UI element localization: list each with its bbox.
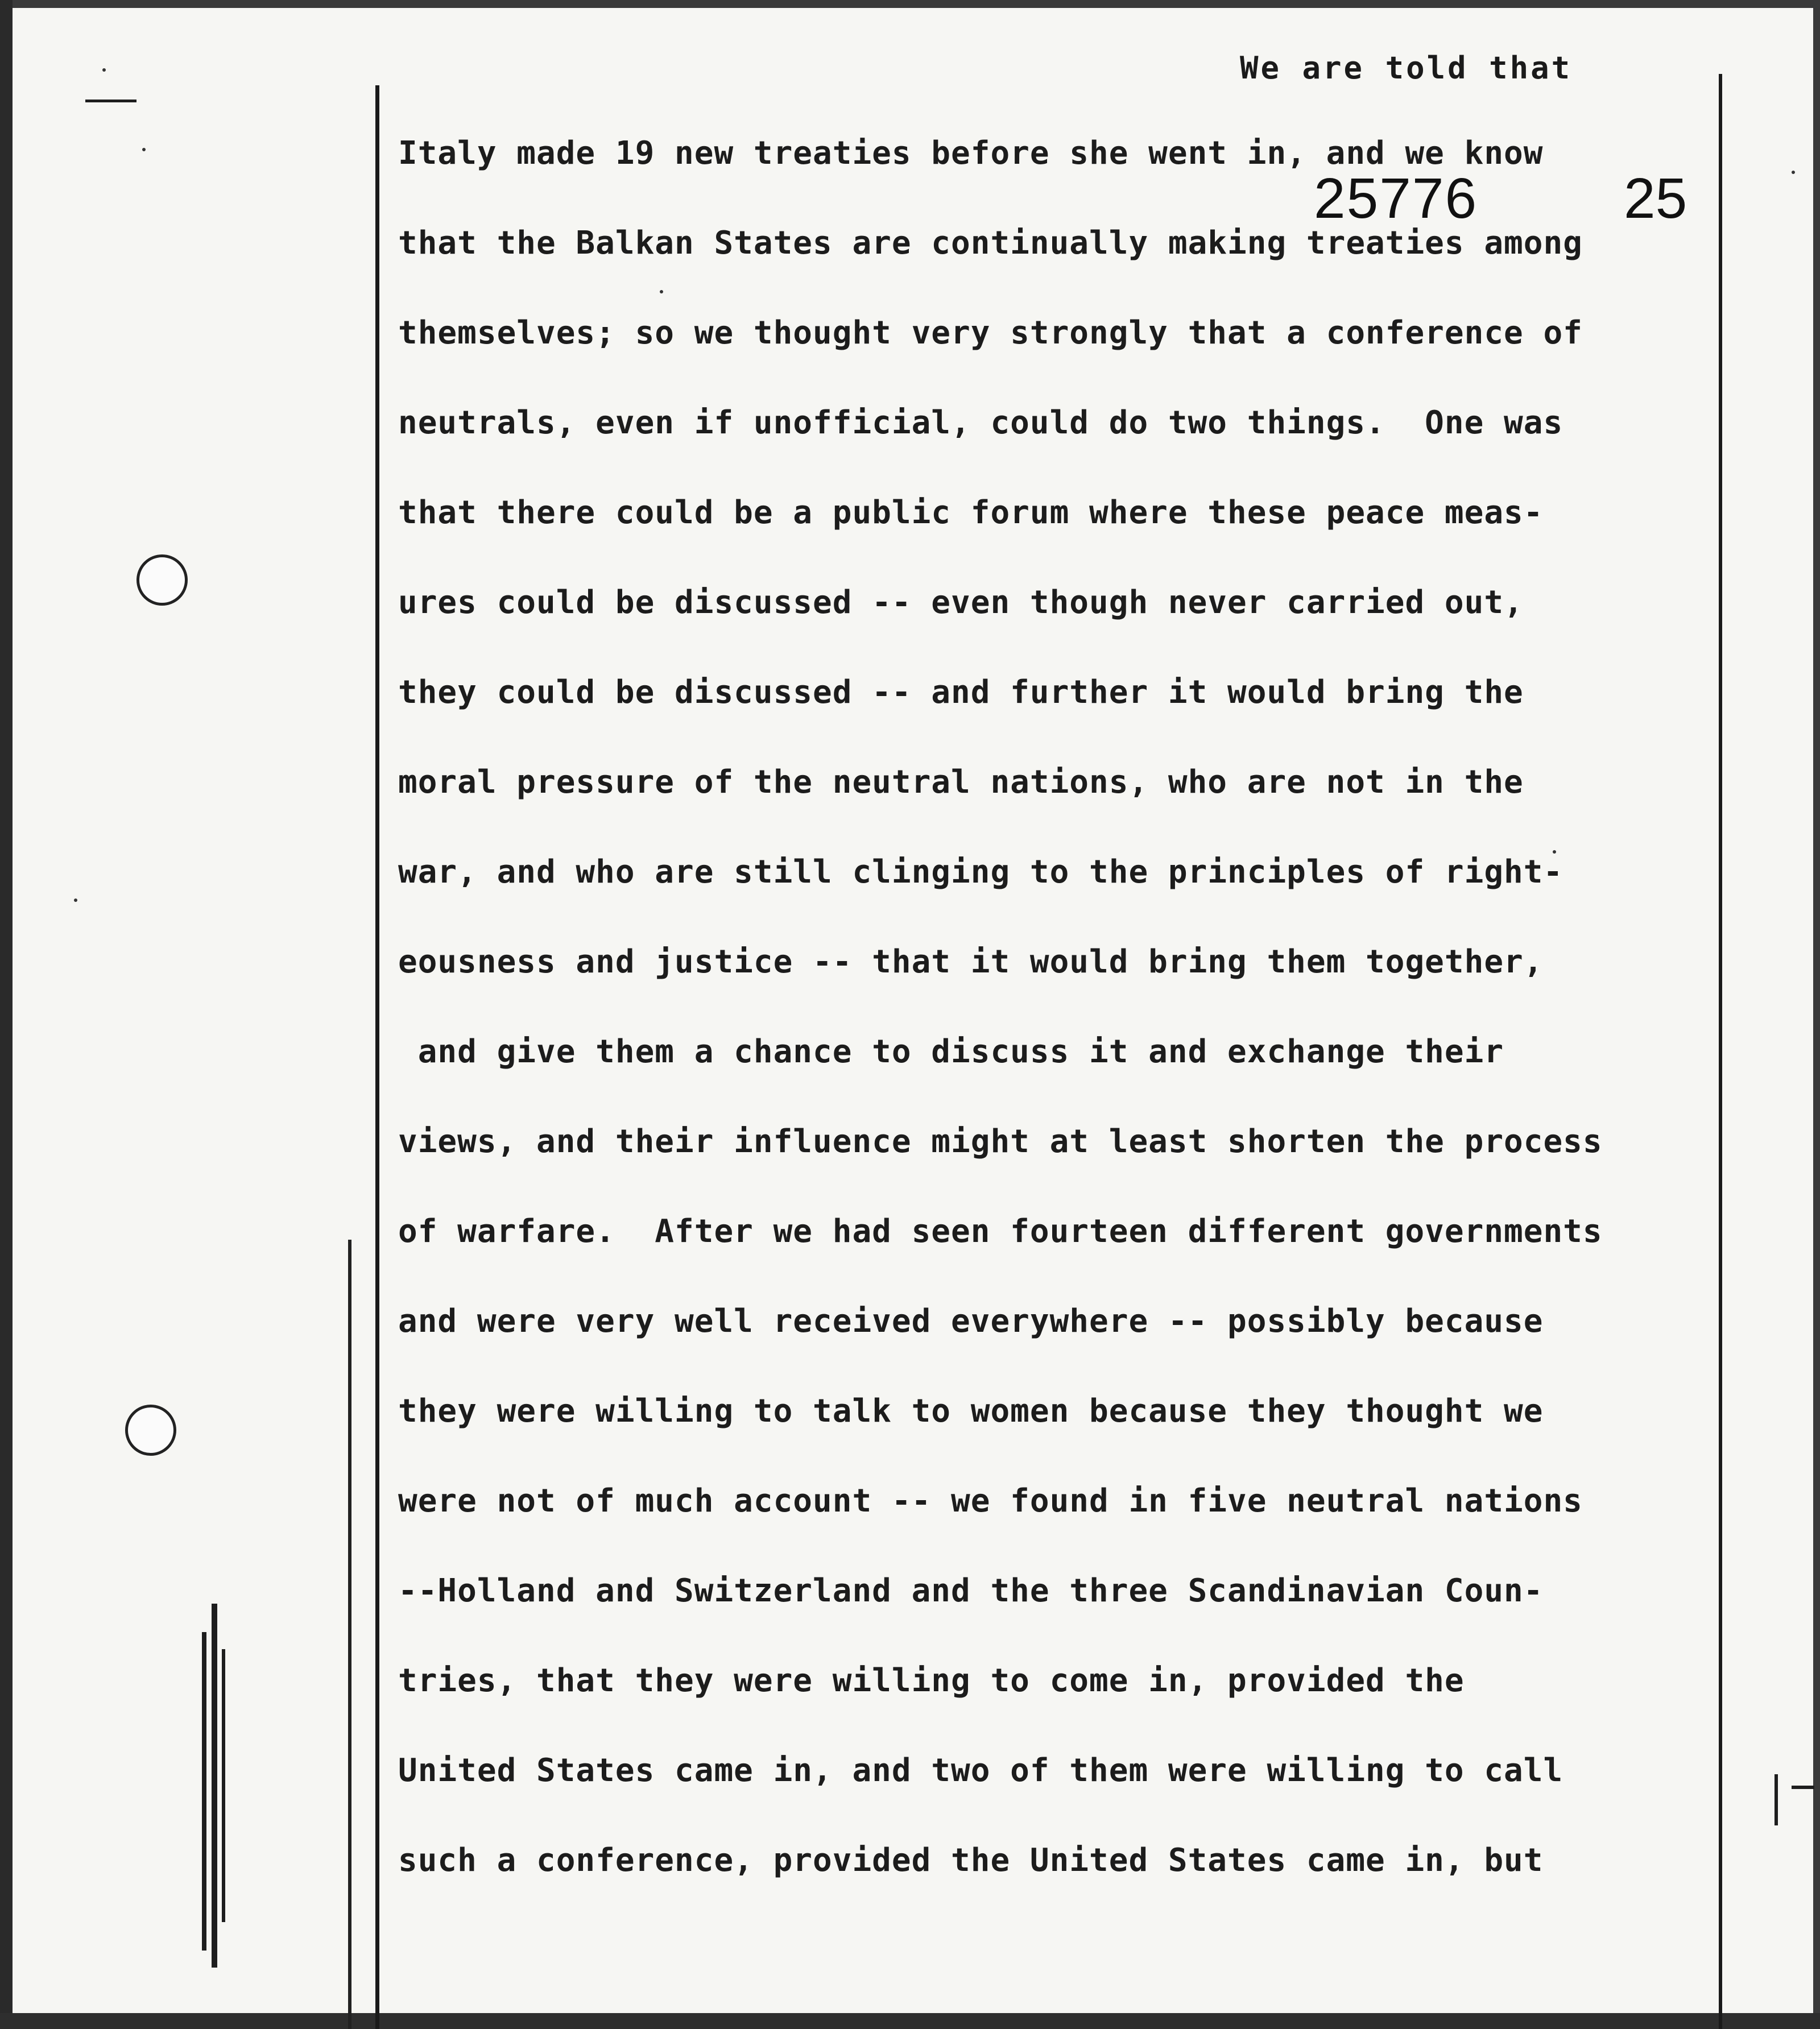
text-line: that the Balkan States are continually making treaties among	[398, 225, 1583, 262]
text-line: war, and who are still clinging to the principles of right-	[398, 854, 1563, 891]
text-line: tries, that they were willing to come in, provided the	[398, 1662, 1465, 1699]
scan-speck	[102, 68, 106, 72]
text-line: that there could be a public forum where these peace meas-	[398, 494, 1544, 531]
text-line: views, and their influence might at least shorten the process	[398, 1123, 1603, 1160]
right-margin-rule	[1719, 74, 1722, 2029]
text-line: ures could be discussed -- even though never carried out,	[398, 584, 1524, 621]
text-line: United States came in, and two of them were willing to call	[398, 1752, 1563, 1789]
scan-streak	[1774, 1774, 1778, 1825]
scan-streak	[85, 100, 136, 102]
text-line: eousness and justice -- that it would bring them together,	[398, 943, 1544, 980]
scan-edge-left	[0, 0, 13, 2029]
page-number: 25	[1624, 167, 1687, 230]
text-line: themselves; so we thought very strongly that a conference of	[398, 314, 1583, 351]
scan-speck	[1792, 171, 1795, 174]
scan-streak	[212, 1604, 217, 1968]
text-line: Italy made 19 new treaties before she went in, and we know	[398, 135, 1544, 172]
text-line: --Holland and Switzerland and the three Scandinavian Coun-	[398, 1572, 1544, 1609]
scan-streak	[222, 1649, 225, 1922]
text-line: they could be discussed -- and further it would bring the	[398, 674, 1524, 711]
punch-hole-upper	[136, 554, 188, 606]
scan-speck	[74, 898, 77, 902]
text-line: they were willing to talk to women because they thought we	[398, 1393, 1544, 1430]
scan-streak	[1792, 1786, 1814, 1789]
text-line: such a conference, provided the United States came in, but	[398, 1842, 1544, 1879]
punch-hole-lower	[125, 1405, 176, 1456]
text-line: were not of much account -- we found in five neutral nations	[398, 1483, 1583, 1519]
text-line: of warfare. After we had seen fourteen different governments	[398, 1213, 1603, 1250]
scan-streak	[202, 1632, 206, 1951]
left-margin-rule-secondary	[348, 1240, 351, 2029]
document-number: 25776	[1314, 167, 1478, 230]
header-note: We are told that	[1240, 50, 1573, 86]
text-line: neutrals, even if unofficial, could do two things. One was	[398, 404, 1563, 441]
text-line: and were very well received everywhere -- possibly because	[398, 1303, 1544, 1340]
body-text	[398, 125, 1706, 1922]
scan-speck	[142, 148, 146, 151]
scan-edge-bottom	[0, 2013, 1820, 2029]
text-line: and give them a chance to discuss it and exchange their	[398, 1033, 1504, 1070]
text-line: moral pressure of the neutral nations, who are not in the	[398, 764, 1524, 801]
left-margin-rule	[375, 85, 379, 2029]
